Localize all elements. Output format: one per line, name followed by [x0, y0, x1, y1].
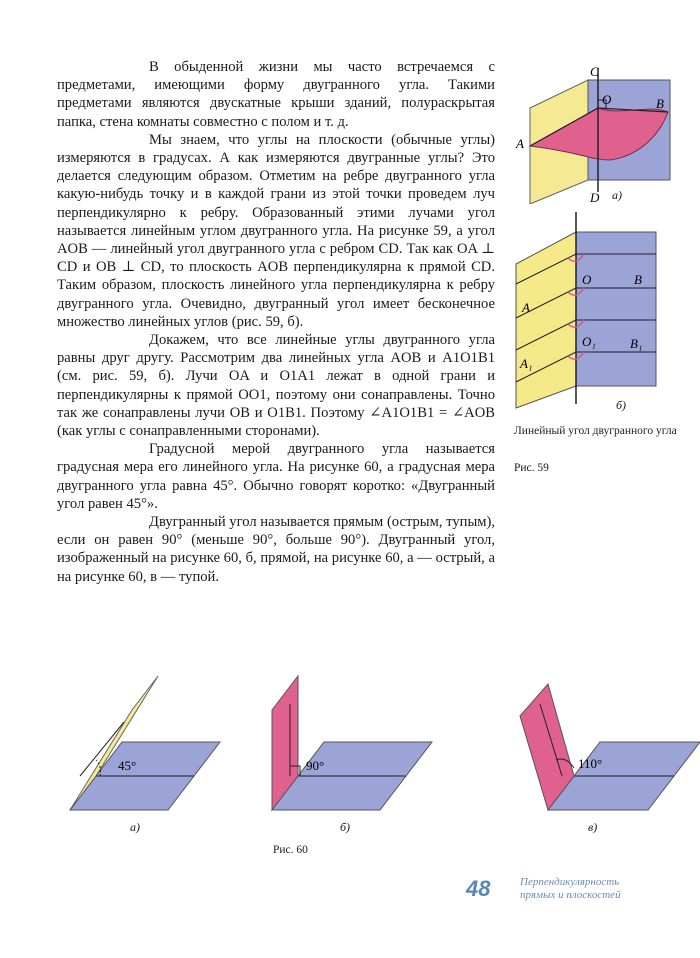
fig59a-sublabel: а): [612, 188, 622, 202]
fig60a-sublabel: а): [130, 820, 140, 834]
running-head-line-2: прямых и плоскостей: [520, 888, 621, 901]
figure-59-caption: Линейный угол двугранного угла: [514, 425, 677, 437]
blue-face: [576, 232, 656, 386]
figure-59a: [510, 64, 680, 204]
label-a: A: [516, 136, 524, 151]
fig59b-sublabel: б): [616, 398, 627, 412]
fig60b-sublabel: б): [340, 820, 351, 834]
label-b1: B₁: [630, 336, 643, 351]
paragraph-1: В обыденной жизни мы часто встречаемся с предметами, имеющими форму двугранного угла. Такими предметами являются двускатные крыши зданий, полураскрытая папка, стена комнаты совместно с полом и т. д.: [57, 59, 495, 130]
running-head: [520, 876, 690, 901]
figure-60-label: Рис. 60: [273, 844, 308, 856]
label-c: C: [590, 64, 599, 79]
label-b: B: [656, 96, 664, 111]
fig60c-sublabel: в): [588, 820, 598, 834]
paragraph-2: Мы знаем, что углы на плоскости (обычные углы) измеряются в градусах. А как измеряются двугранные углы? Это делается следующим образом. Отметим на ребре двугранного угла какую-нибудь точку и в каждой грани из этой точки проведем луч перпендикулярно к ребру. Образованный этими лучами угол называется линейным углом двугранного угла. На рисунке 59, а угол AOB — линейный угол двугранного угла с ребром CD. Так как OA ⊥ CD и OB ⊥ CD, то плоскость AOB перпендикулярна к прямой CD. Таким образом, плоскость линейного угла перпендикулярна к ребру двугранного угла. Очевидно, двугранный угол имеет бесконечное множество линейных углов (рис. 59, б).: [57, 131, 495, 330]
paragraph-3: Докажем, что все линейные углы двугранного угла равны друг другу. Рассмотрим два линейных угла AOB и A1O1B1 (см. рис. 59, б). Лучи OA и O1A1 лежат в одной грани и перпендикулярны к прямой OO1, поэтому они сонаправлены. Точно так же сонаправлены лучи OB и O1B1. Поэтому ∠A1O1B1 = ∠AOB (как углы с сонаправленными сторонами).: [57, 332, 495, 440]
label-o: O: [602, 92, 612, 107]
angle-label: 45°: [118, 758, 137, 773]
label-o1: O₁: [582, 334, 596, 349]
figure-60: [0, 664, 700, 834]
paragraph-4: Градусной мерой двугранного угла называется градусная мера его линейного угла. На рисунке 60, а градусная мера двугранного угла равна 45°. Обычно говорят коротко: «Двугранный угол равен 45°».: [57, 441, 495, 512]
figure-59-label: Рис. 59: [514, 462, 549, 474]
label-b: B: [634, 272, 642, 287]
label-a1: A₁: [520, 356, 533, 371]
angle-label: 110°: [578, 756, 603, 771]
page-number: 48: [466, 876, 491, 901]
fig60c: [520, 684, 700, 810]
figure-59b: [510, 208, 680, 414]
fig60a: [70, 676, 220, 810]
angle-label: 90°: [306, 758, 325, 773]
label-o: O: [582, 272, 592, 287]
label-a: A: [522, 300, 530, 315]
label-d: D: [590, 190, 600, 204]
fig60b: [272, 676, 432, 810]
paragraph-5: Двугранный угол называется прямым (острым, тупым), если он равен 90° (меньше 90°, больше 90°). Двугранный угол, изображенный на рисунке 60, б, прямой, на рисунке 60, а — острый, а на рисунке 60, в — тупой.: [57, 514, 495, 585]
main-text: [57, 58, 495, 586]
running-head-line-1: Перпендикулярность: [520, 876, 620, 888]
